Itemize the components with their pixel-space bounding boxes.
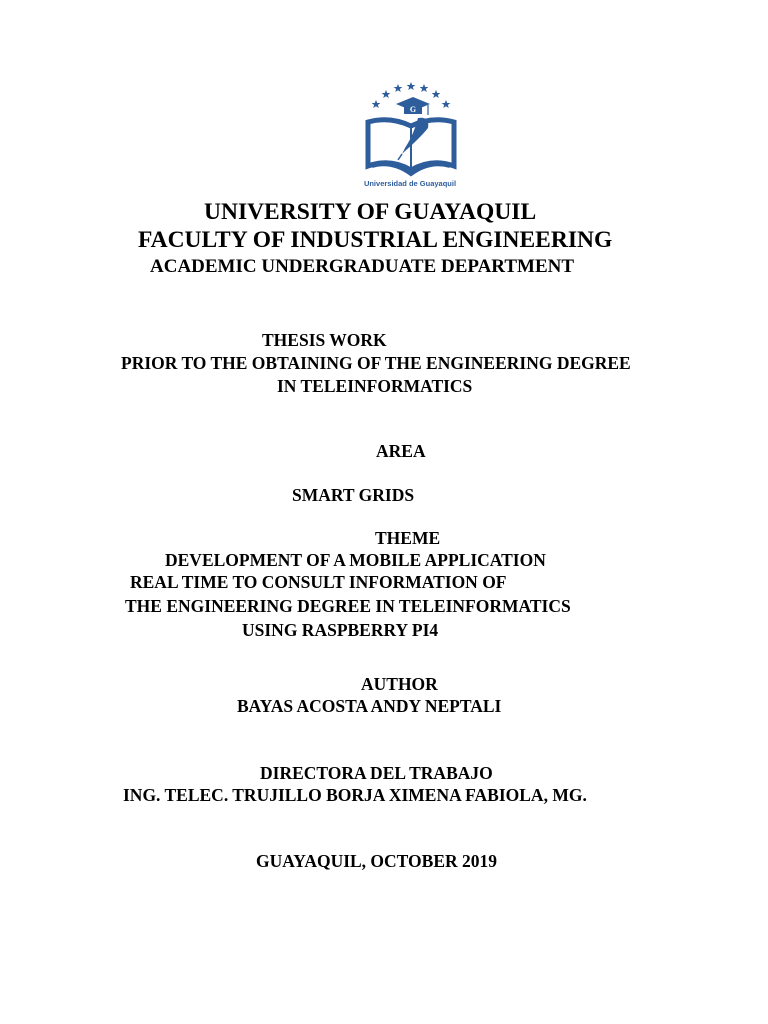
director-label: DIRECTORA DEL TRABAJO xyxy=(260,763,493,783)
theme-line: THE ENGINEERING DEGREE IN TELEINFORMATICS xyxy=(125,596,571,616)
author-label: AUTHOR xyxy=(361,674,438,694)
thesis-degree-line: PRIOR TO THE OBTAINING OF THE ENGINEERING DEGREE xyxy=(121,353,631,373)
theme-label: THEME xyxy=(375,528,441,548)
university-name: UNIVERSITY OF GUAYAQUIL xyxy=(204,199,537,225)
faculty-name: FACULTY OF INDUSTRIAL ENGINEERING xyxy=(138,227,613,253)
theme-line: DEVELOPMENT OF A MOBILE APPLICATION xyxy=(165,550,546,570)
thesis-title: THESIS WORK xyxy=(262,330,387,350)
theme-line: USING RASPBERRY PI4 xyxy=(242,620,439,640)
logo-caption: Universidad de Guayaquil xyxy=(363,179,457,188)
theme-line: REAL TIME TO CONSULT INFORMATION OF xyxy=(130,572,507,592)
director-name: ING. TELEC. TRUJILLO BORJA XIMENA FABIOLA, MG. xyxy=(123,785,587,805)
place-date: GUAYAQUIL, OCTOBER 2019 xyxy=(256,851,498,871)
area-label: AREA xyxy=(376,441,426,461)
svg-text:G: G xyxy=(409,105,417,114)
department-name: ACADEMIC UNDERGRADUATE DEPARTMENT xyxy=(150,256,575,277)
author-name: BAYAS ACOSTA ANDY NEPTALI xyxy=(237,696,502,716)
university-crest-icon xyxy=(358,78,464,192)
thesis-degree-field: IN TELEINFORMATICS xyxy=(277,376,473,396)
area-value: SMART GRIDS xyxy=(292,485,415,505)
